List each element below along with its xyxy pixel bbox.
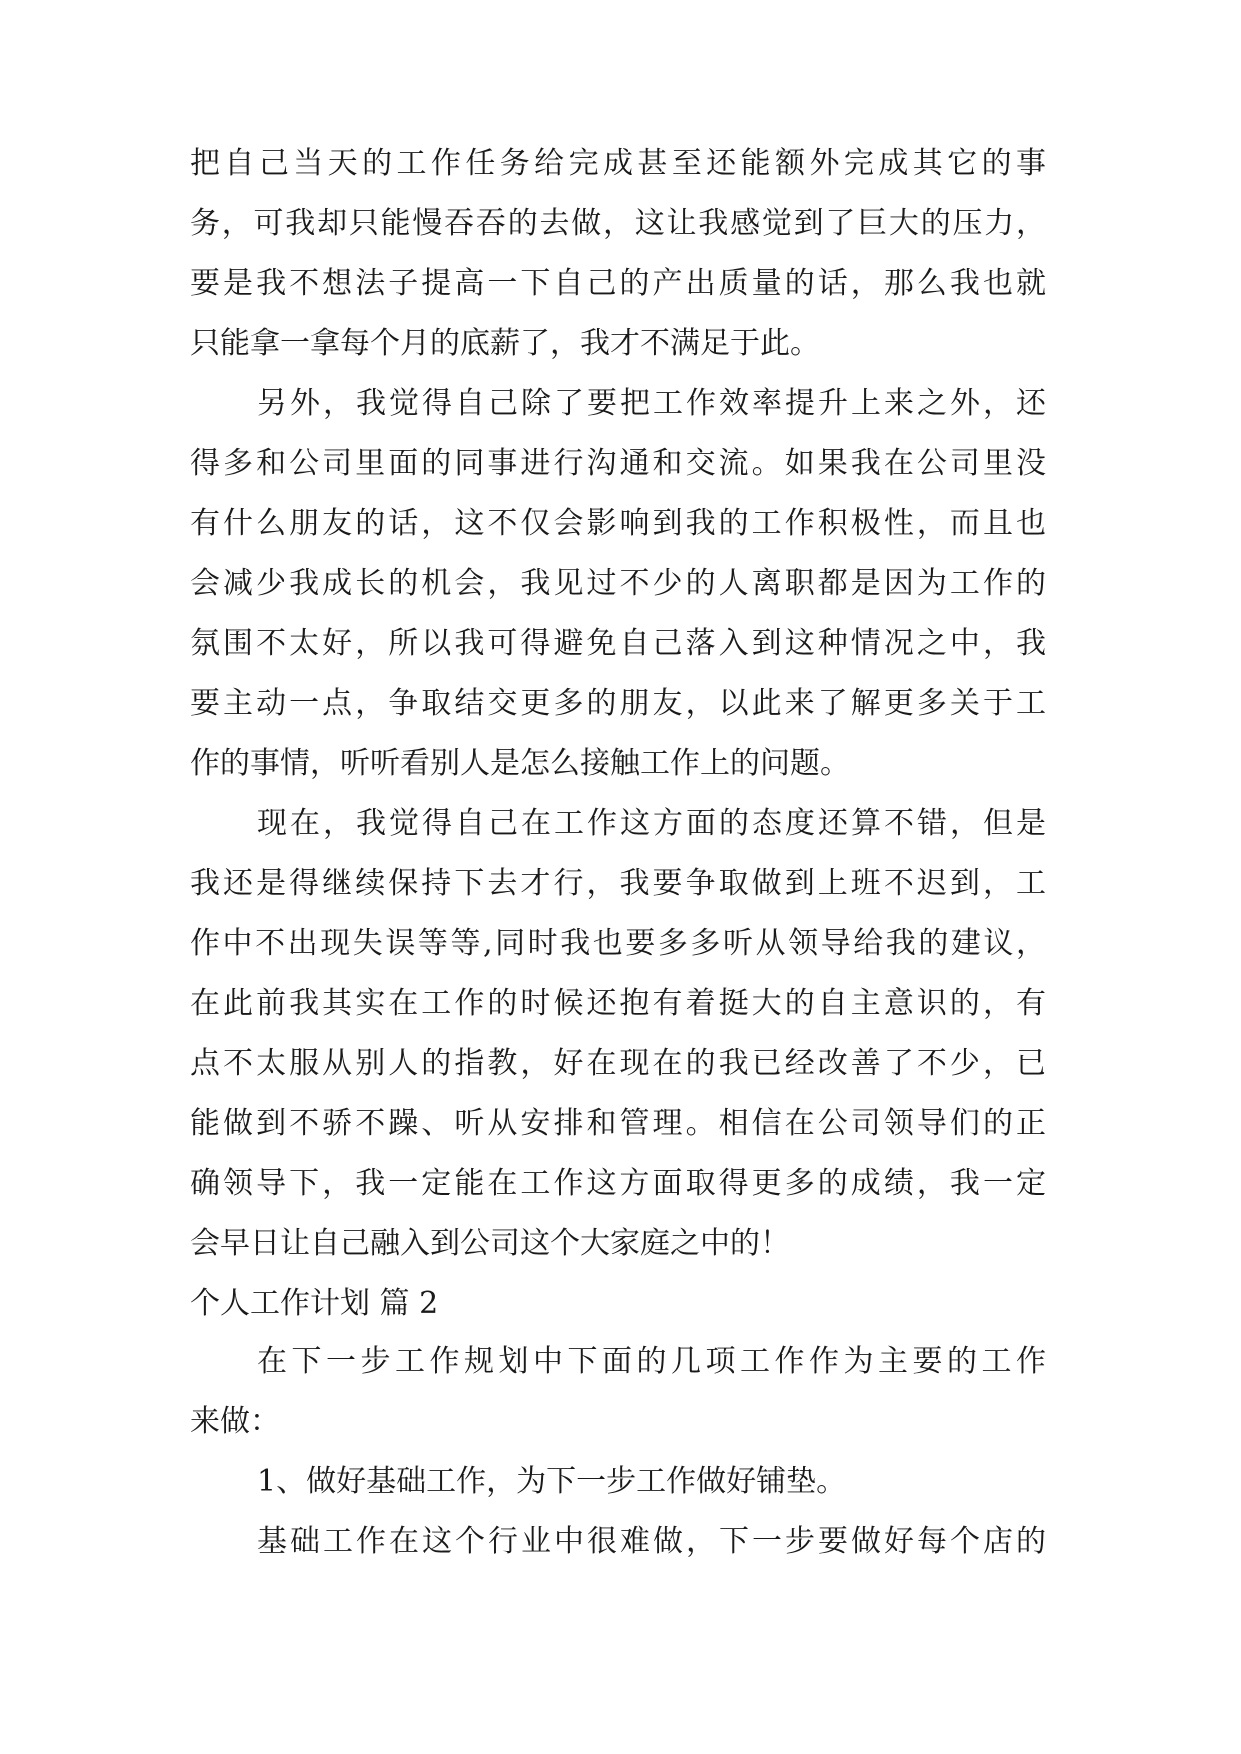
text-line-13: 我还是得继续保持下去才行，我要争取做到上班不迟到，工 [190, 866, 1046, 901]
text-line-14: 作中不出现失误等等,同时我也要多多听从领导给我的建议， [190, 926, 1046, 961]
text-line-12: 现在，我觉得自己在工作这方面的态度还算不错，但是 [257, 806, 1046, 841]
text-line-16: 点不太服从别人的指教，好在现在的我已经改善了不少，已 [190, 1046, 1046, 1081]
text-line-10: 要主动一点，争取结交更多的朋友，以此来了解更多关于工 [190, 686, 1046, 721]
text-line-11: 作的事情，听听看别人是怎么接触工作上的问题。 [190, 746, 850, 781]
text-line-8: 会减少我成长的机会，我见过不少的人离职都是因为工作的 [190, 566, 1046, 601]
text-line-22: 来做： [190, 1404, 280, 1439]
text-line-15: 在此前我其实在工作的时候还抱有着挺大的自主意识的，有 [190, 986, 1046, 1021]
text-line-2: 务，可我却只能慢吞吞的去做，这让我感觉到了巨大的压力， [190, 206, 1046, 241]
text-line-3: 要是我不想法子提高一下自己的产出质量的话，那么我也就 [190, 266, 1046, 301]
text-line-17: 能做到不骄不躁、听从安排和管理。相信在公司领导们的正 [190, 1106, 1046, 1141]
text-line-5: 另外，我觉得自己除了要把工作效率提升上来之外，还 [257, 386, 1046, 421]
section-heading: 个人工作计划 篇 2 [190, 1286, 439, 1321]
list-item-1: 1、做好基础工作，为下一步工作做好铺垫。 [257, 1464, 847, 1499]
text-line-1: 把自己当天的工作任务给完成甚至还能额外完成其它的事 [190, 146, 1046, 181]
text-line-19: 会早日让自己融入到公司这个大家庭之中的！ [190, 1226, 790, 1261]
text-line-6: 得多和公司里面的同事进行沟通和交流。如果我在公司里没 [190, 446, 1046, 481]
text-line-24: 基础工作在这个行业中很难做，下一步要做好每个店的 [257, 1524, 1046, 1559]
text-line-4: 只能拿一拿每个月的底薪了，我才不满足于此。 [190, 326, 820, 361]
text-line-21: 在下一步工作规划中下面的几项工作作为主要的工作 [257, 1344, 1046, 1379]
text-line-18: 确领导下，我一定能在工作这方面取得更多的成绩，我一定 [190, 1166, 1046, 1201]
text-line-9: 氛围不太好，所以我可得避免自己落入到这种情况之中，我 [190, 626, 1046, 661]
text-line-7: 有什么朋友的话，这不仅会影响到我的工作积极性，而且也 [190, 506, 1046, 541]
